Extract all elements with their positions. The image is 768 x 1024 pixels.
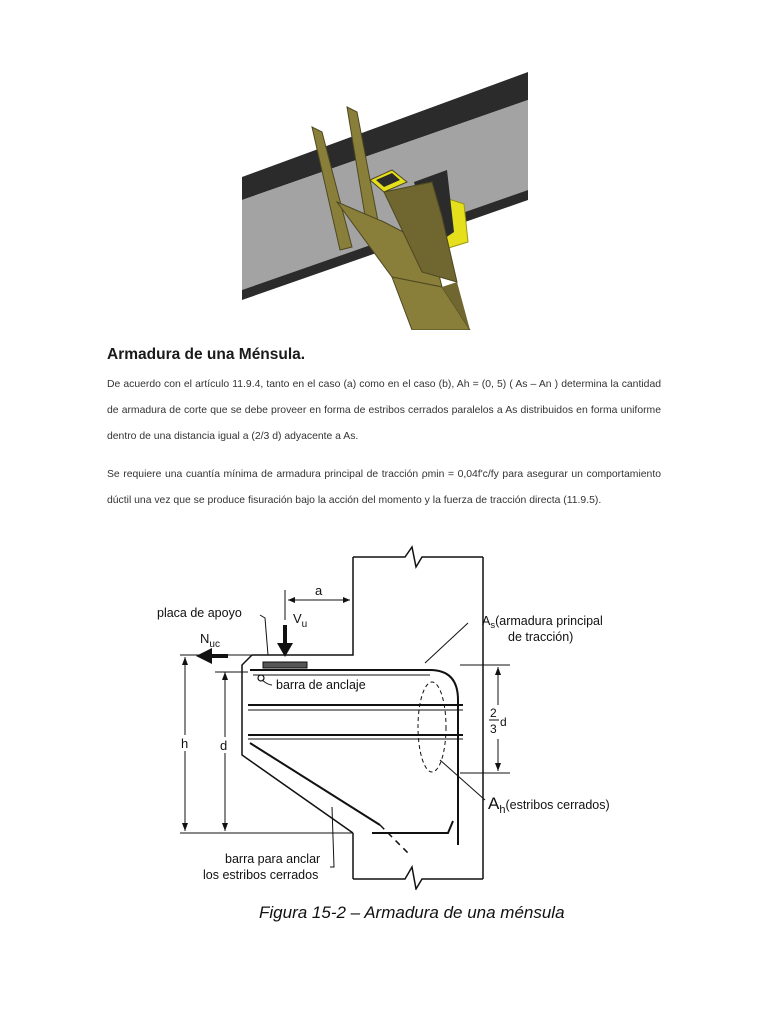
dim-d-arrow-bottom <box>222 823 228 831</box>
bracket-3d-render <box>242 72 528 330</box>
label-two: 2 <box>490 706 497 720</box>
dim-23d-arrow-top <box>495 667 501 675</box>
label-barra-anclaje: barra de anclaje <box>276 678 366 692</box>
stirrup-zone <box>418 682 446 772</box>
inclined-bar-dash <box>380 825 408 853</box>
label-as-line1: $A_s(armadura$ principal <box>482 614 603 631</box>
label-d: d <box>220 738 228 753</box>
label-d-frac: d <box>500 715 507 729</box>
ah-leader <box>440 760 485 800</box>
dim-d-arrow-top <box>222 672 228 680</box>
label-ah: $A_h^{(estribos cerrados)}$ <box>488 794 610 816</box>
dim-h-arrow-top <box>182 657 188 665</box>
nuc-arrow-head <box>196 648 212 664</box>
figure-caption: Figura 15-2 – Armadura de una ménsula <box>259 903 565 922</box>
bearing-plate <box>263 662 307 668</box>
label-placa: placa de apoyo <box>157 606 242 620</box>
hook-bar <box>372 821 453 833</box>
dim-23d-arrow-bottom <box>495 763 501 771</box>
anchor-bar <box>258 675 264 681</box>
inclined-bar <box>250 743 380 825</box>
barra-leader <box>330 807 334 867</box>
label-vu: $V_u$ <box>293 611 308 630</box>
label-h-text: h <box>181 736 189 751</box>
label-barra-line1: barra para anclar <box>225 852 321 866</box>
section-heading: Armadura de una Ménsula. <box>107 346 306 363</box>
label-three: 3 <box>490 722 497 736</box>
label-nuc: $N_{uc}$ <box>200 631 220 650</box>
dim-a-arrow-right <box>343 597 350 603</box>
paragraph-1: De acuerdo con el artículo 11.9.4, tanto en el caso (a) como en el caso (b), Ah = (0, 5) ( As – An ) determina la cantidad de armadura de corte que se debe proveer en forma de estribos cerrados paralelos a As distribuidos en forma uniforme dentro de una distancia igual a (2/3 d) adyacente a As. <box>107 379 661 442</box>
main-reinforcement <box>250 670 458 845</box>
column-break-bottom <box>353 867 483 889</box>
label-barra-line2: los estribos cerrados <box>203 868 319 882</box>
placa-leader <box>260 615 268 655</box>
label-a: a <box>315 583 323 598</box>
as-leader <box>425 623 468 663</box>
dim-a-arrow-left <box>288 597 295 603</box>
corbel-reinforcement-diagram <box>150 545 630 890</box>
dim-h-arrow-bottom <box>182 823 188 831</box>
column-break-top <box>353 547 483 567</box>
paragraph-2: Se requiere una cuantía mínima de armadura principal de tracción ρmin = 0,04f'c/fy para asegurar un comportamiento dúctil una vez que se produce fisuración bajo la acción del momento y la fuerza de tracción directa (11.9.5). <box>107 469 661 506</box>
anclaje-leader <box>262 680 272 685</box>
label-as-line2: de tracción) <box>508 630 574 644</box>
